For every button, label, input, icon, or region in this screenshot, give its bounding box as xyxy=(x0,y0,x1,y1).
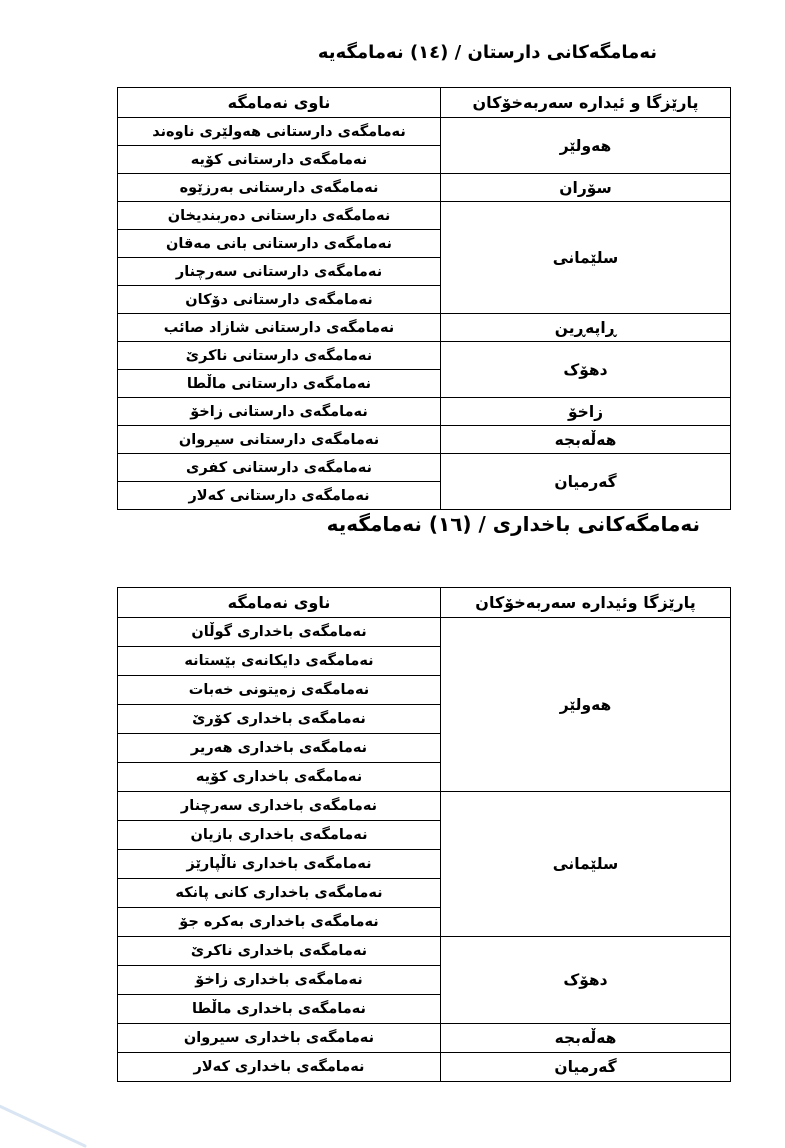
nursery-name-cell: نەمامگەی دارستانی کۆیە xyxy=(118,146,441,174)
horticulture-nurseries-title: نەمامگەکانی باخداری / (١٦) نەمامگەیە xyxy=(326,512,700,536)
governorate-cell: زاخۆ xyxy=(441,398,731,426)
nursery-name-cell: نەمامگەی باخداری ماڵطا xyxy=(118,995,441,1024)
table-row xyxy=(118,1053,731,1082)
nursery-name-cell: نەمامگەی باخداری سیروان xyxy=(118,1024,441,1053)
forest-nurseries-title: نەمامگەکانی دارستان / (١٤) نەمامگەیە xyxy=(317,42,657,63)
nursery-name-cell: نەمامگەی باخداری زاخۆ xyxy=(118,966,441,995)
governorate-column-header: پارێزگا وئیدارە سەربەخۆکان xyxy=(441,588,731,618)
nursery-name-cell: نەمامگەی دارستانی زاخۆ xyxy=(118,398,441,426)
nursery-name-cell: نەمامگەی باخداری ناڵپارێز xyxy=(118,850,441,879)
nursery-name-cell: نەمامگەی باخداری کۆیە xyxy=(118,763,441,792)
nursery-name-cell: نەمامگەی باخداری بازیان xyxy=(118,821,441,850)
table-row xyxy=(118,618,731,647)
governorate-cell: گەرمیان xyxy=(441,1053,731,1082)
corner-pen-mark xyxy=(0,1102,87,1147)
governorate-cell: هەولێر xyxy=(441,618,731,792)
nursery-name-cell: نەمامگەی زەیتونی خەبات xyxy=(118,676,441,705)
forest-nurseries-table xyxy=(117,87,731,510)
table-row xyxy=(118,202,731,230)
nursery-name-cell: نەمامگەی دارستانی ناکرێ xyxy=(118,342,441,370)
nursery-name-cell: نەمامگەی دارستانی بانی مەقان xyxy=(118,230,441,258)
nursery-name-cell: نەمامگەی دارستانی ماڵطا xyxy=(118,370,441,398)
nursery-name-column-header: ناوی نەمامگە xyxy=(118,88,441,118)
table-row xyxy=(118,792,731,821)
governorate-cell: هەڵەبجە xyxy=(441,1024,731,1053)
nursery-name-cell: نەمامگەی دارستانی دەربندیخان xyxy=(118,202,441,230)
table-header-row xyxy=(118,588,731,618)
table-row xyxy=(118,118,731,146)
nursery-name-cell: نەمامگەی باخداری بەکرە جۆ xyxy=(118,908,441,937)
nursery-name-cell: نەمامگەی دارستانی بەرزێوە xyxy=(118,174,441,202)
horticulture-nurseries-table xyxy=(117,587,731,1082)
nursery-name-cell: نەمامگەی دارستانی دۆکان xyxy=(118,286,441,314)
governorate-cell: ڕاپەڕین xyxy=(441,314,731,342)
nursery-name-cell: نەمامگەی دارستانی سەرچنار xyxy=(118,258,441,286)
governorate-cell: هەولێر xyxy=(441,118,731,174)
nursery-name-cell: نەمامگەی باخداری کانی پانکە xyxy=(118,879,441,908)
nursery-name-cell: نەمامگەی باخداری کەلار xyxy=(118,1053,441,1082)
table-row xyxy=(118,1024,731,1053)
table-row xyxy=(118,454,731,482)
nursery-name-cell: نەمامگەی دایکانەی بێستانە xyxy=(118,647,441,676)
table-row xyxy=(118,342,731,370)
nursery-name-cell: نەمامگەی باخداری ناکرێ xyxy=(118,937,441,966)
nursery-name-cell: نەمامگەی دارستانی سیروان xyxy=(118,426,441,454)
governorate-column-header: پارێزگا و ئیدارە سەربەخۆکان xyxy=(441,88,731,118)
nursery-name-cell: نەمامگەی باخداری هەریر xyxy=(118,734,441,763)
table-header-row xyxy=(118,88,731,118)
table-row xyxy=(118,314,731,342)
governorate-cell: سلێمانی xyxy=(441,202,731,314)
governorate-cell: دهۆک xyxy=(441,342,731,398)
nursery-name-cell: نەمامگەی دارستانی کەلار xyxy=(118,482,441,510)
governorate-cell: سلێمانی xyxy=(441,792,731,937)
nursery-name-cell: نەمامگەی دارستانی کفری xyxy=(118,454,441,482)
table-row xyxy=(118,426,731,454)
nursery-name-cell: نەمامگەی باخداری کۆرێ xyxy=(118,705,441,734)
nursery-name-cell: نەمامگەی باخداری گوڵان xyxy=(118,618,441,647)
table-row xyxy=(118,174,731,202)
table-row xyxy=(118,937,731,966)
governorate-cell: سۆران xyxy=(441,174,731,202)
nursery-name-cell: نەمامگەی باخداری سەرچنار xyxy=(118,792,441,821)
governorate-cell: دهۆک xyxy=(441,937,731,1024)
governorate-cell: هەڵەبجە xyxy=(441,426,731,454)
nursery-name-column-header: ناوی نەمامگە xyxy=(118,588,441,618)
nursery-name-cell: نەمامگەی دارستانی هەولێری ناوەند xyxy=(118,118,441,146)
nursery-name-cell: نەمامگەی دارستانی شازاد صائب xyxy=(118,314,441,342)
governorate-cell: گەرمیان xyxy=(441,454,731,510)
table-row xyxy=(118,398,731,426)
